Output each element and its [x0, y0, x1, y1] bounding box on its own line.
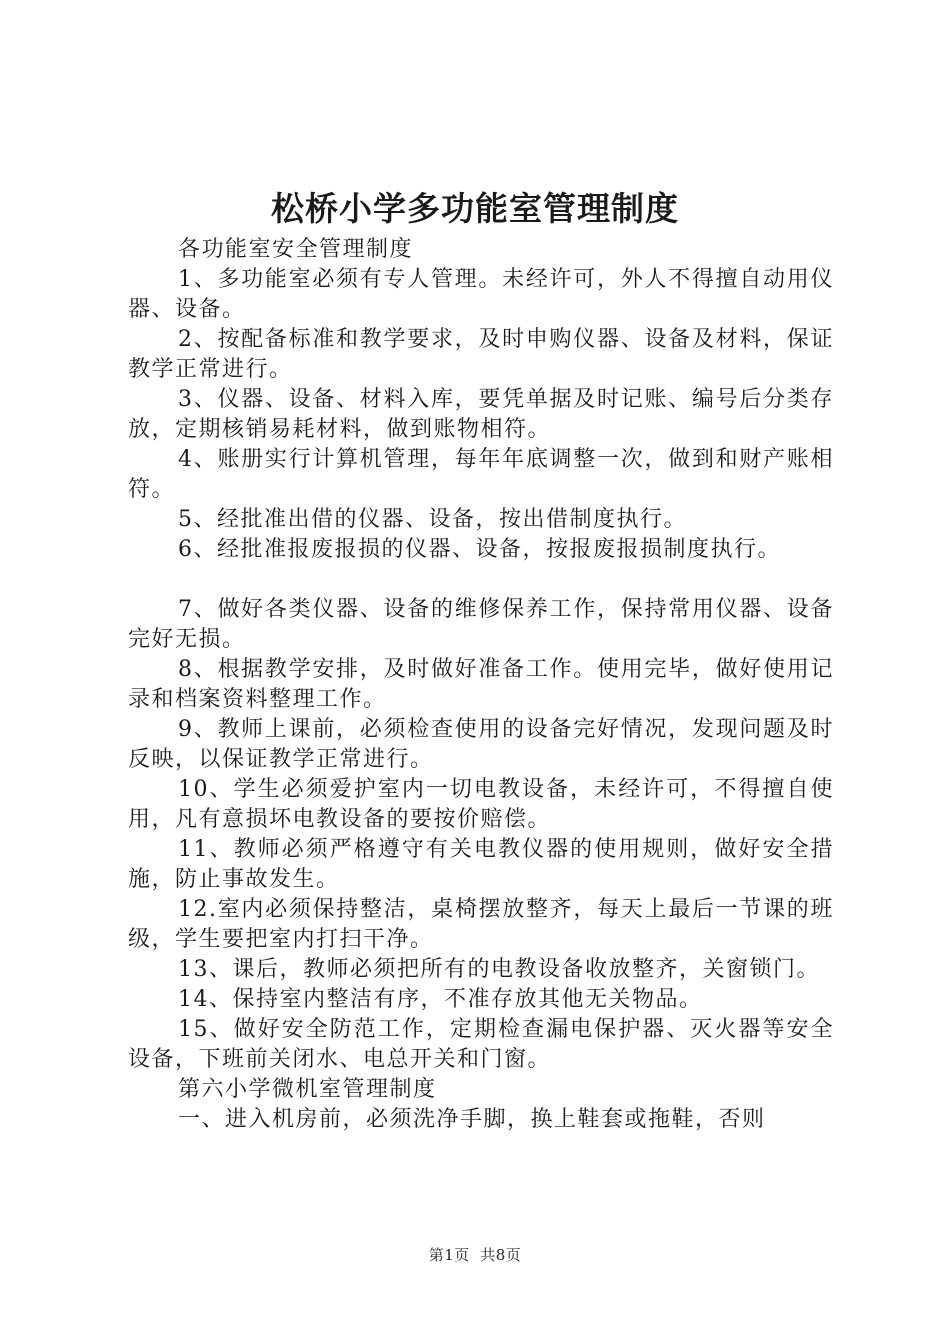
- rule-item: 3、仪器、设备、材料入库，要凭单据及时记账、编号后分类存放，定期核销易耗材料，做到账物相符。: [128, 387, 834, 442]
- rule-item: 1、多功能室必须有专人管理。未经许可，外人不得擅自动用仪器、设备。: [128, 267, 834, 322]
- rule-item: 8、根据教学安排，及时做好准备工作。使用完毕，做好使用记录和档案资料整理工作。: [128, 657, 834, 712]
- rule-item: 13、课后，教师必须把所有的电教设备收放整齐，关窗锁门。: [178, 957, 820, 982]
- document-body: [128, 235, 834, 1135]
- rule-item: 一、进入机房前，必须洗净手脚，换上鞋套或拖鞋，否则: [178, 1107, 766, 1132]
- rule-item: 4、账册实行计算机管理，每年年底调整一次，做到和财产账相符。: [128, 447, 834, 502]
- page-number: 第1页 共8页: [428, 1246, 522, 1264]
- rule-item: 11、教师必须严格遵守有关电教仪器的使用规则，做好安全措施，防止事故发生。: [128, 837, 834, 892]
- page-footer: [0, 1244, 950, 1265]
- rule-item: 14、保持室内整洁有序，不准存放其他无关物品。: [178, 987, 703, 1012]
- rule-item: 10、学生必须爱护室内一切电教设备，未经许可，不得擅自使用，凡有意损坏电教设备的要按价赔偿。: [128, 777, 834, 832]
- rule-item: 9、教师上课前，必须检查使用的设备完好情况，发现问题及时反映，以保证教学正常进行。: [128, 717, 834, 772]
- section-heading: 第六小学微机室管理制度: [178, 1077, 437, 1102]
- rule-item: 12.室内必须保持整洁，桌椅摆放整齐，每天上最后一节课的班级，学生要把室内打扫干净。: [128, 897, 834, 952]
- section-heading: 各功能室安全管理制度: [178, 237, 414, 262]
- document-title: 松桥小学多功能室管理制度: [271, 189, 679, 228]
- rule-item: 2、按配备标准和教学要求，及时申购仪器、设备及材料，保证教学正常进行。: [128, 327, 834, 382]
- rule-item: 5、经批准出借的仪器、设备，按出借制度执行。: [178, 507, 687, 532]
- rule-item: 7、做好各类仪器、设备的维修保养工作，保持常用仪器、设备完好无损。: [128, 597, 834, 652]
- rule-item: 6、经批准报废报损的仪器、设备，按报废报损制度执行。: [178, 537, 781, 562]
- rule-item: 15、做好安全防范工作，定期检查漏电保护器、灭火器等安全设备，下班前关闭水、电总开关和门窗。: [128, 1017, 834, 1072]
